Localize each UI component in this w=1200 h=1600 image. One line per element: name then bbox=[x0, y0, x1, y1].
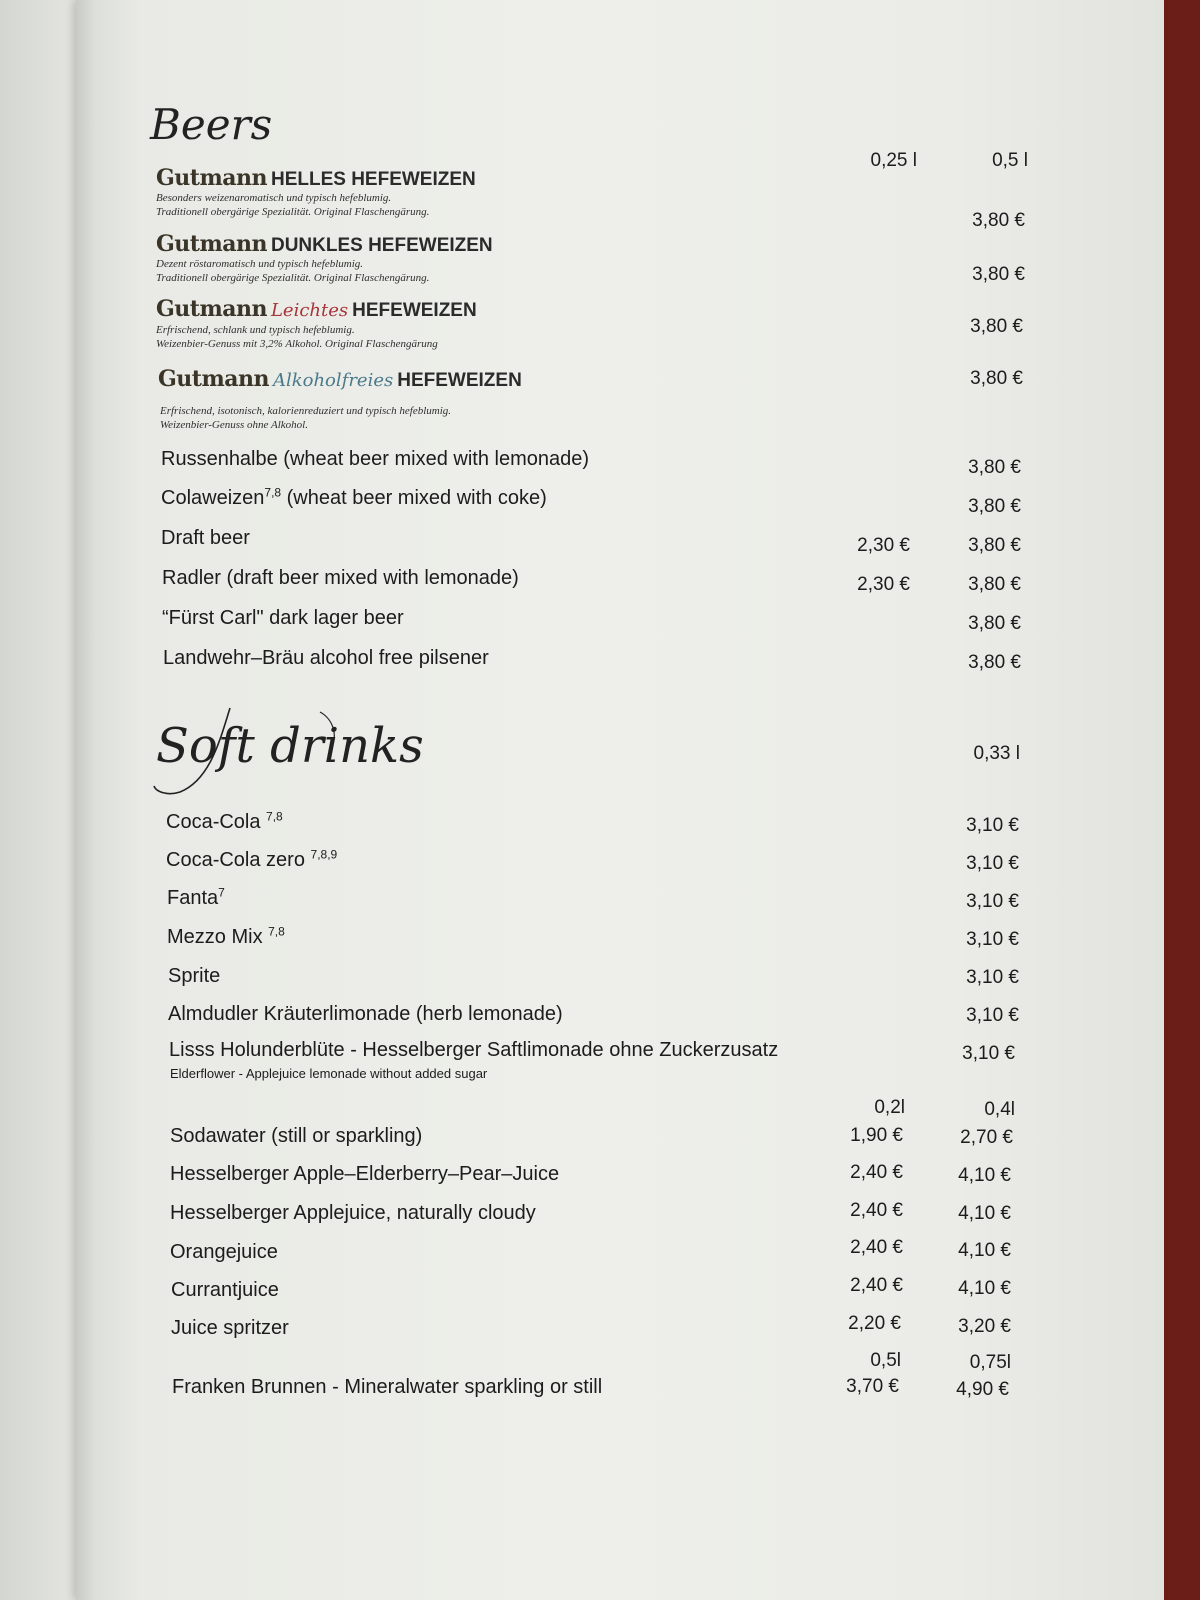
featured-beer-name: HEFEWEIZEN bbox=[397, 370, 522, 391]
featured-beer-4-heading bbox=[158, 366, 522, 392]
juice-item-apple-elderberry-pear-price-large: 4,10 € bbox=[958, 1165, 1011, 1186]
soft-item-lisss-price: 3,10 € bbox=[962, 1043, 1015, 1064]
beers-col-large: 0,5 l bbox=[992, 150, 1028, 171]
alkoholfreies-script-word: Alkoholfreies bbox=[272, 370, 394, 391]
soft-item-coca-cola: Coca-Cola $^{7,8}$ bbox=[166, 809, 283, 833]
featured-beer-name: HELLES HEFEWEIZEN bbox=[270, 169, 476, 190]
soft-item-mezzo-mix: Mezzo Mix $^{7,8}$ bbox=[167, 924, 285, 948]
spine-shadow bbox=[76, 0, 96, 1600]
juice-item-apple-elderberry-pear: Hesselberger Apple–Elderberry–Pear–Juice bbox=[170, 1163, 560, 1185]
featured-beer-1-desc-1: Besonders weizenaromatisch und typisch hefeblumig. bbox=[156, 192, 392, 204]
gutmann-logo: Gutmann bbox=[156, 296, 267, 322]
soft-item-coca-cola-price: 3,10 € bbox=[966, 815, 1019, 836]
featured-beer-1-price: 3,80 € bbox=[972, 210, 1025, 231]
juice-item-sodawater: Sodawater (still or sparkling) bbox=[170, 1125, 423, 1147]
gutmann-logo: Gutmann bbox=[158, 366, 269, 392]
featured-beer-2-heading bbox=[156, 231, 493, 257]
soft-item-sprite: Sprite bbox=[168, 965, 221, 987]
featured-beer-3-price: 3,80 € bbox=[970, 316, 1023, 337]
soft-item-fanta: Fanta$^7$ bbox=[167, 885, 225, 909]
juice-col-large: 0,4l bbox=[984, 1099, 1015, 1120]
beer-item-landwehr: Landwehr–Bräu alcohol free pilsener bbox=[163, 647, 489, 669]
gutmann-logo: Gutmann bbox=[156, 231, 267, 257]
juice-item-currantjuice-price-small: 2,40 € bbox=[850, 1275, 903, 1296]
beer-item-radler-price-small: 2,30 € bbox=[857, 574, 910, 595]
soft-item-almdudler-price: 3,10 € bbox=[966, 1005, 1019, 1026]
juice-item-spritzer-price-small: 2,20 € bbox=[848, 1313, 901, 1334]
beer-item-draft-price-small: 2,30 € bbox=[857, 535, 910, 556]
soft-item-fanta-price: 3,10 € bbox=[966, 891, 1019, 912]
juice-item-orangejuice-price-large: 4,10 € bbox=[958, 1240, 1011, 1261]
beer-item-landwehr-price: 3,80 € bbox=[968, 652, 1021, 673]
juice-item-applejuice: Hesselberger Applejuice, naturally cloudy bbox=[170, 1202, 536, 1224]
soft-item-lisss: Lisss Holunderblüte - Hesselberger Saftlimonade ohne Zuckerzusatz bbox=[169, 1039, 779, 1061]
soft-item-sprite-price: 3,10 € bbox=[966, 967, 1019, 988]
beers-col-small: 0,25 l bbox=[870, 150, 917, 171]
juice-item-spritzer-price-large: 3,20 € bbox=[958, 1316, 1011, 1337]
beer-item-radler-price-large: 3,80 € bbox=[968, 574, 1021, 595]
beer-item-russenhalbe: Russenhalbe (wheat beer mixed with lemonade) bbox=[161, 448, 590, 470]
beer-item-russenhalbe-price: 3,80 € bbox=[968, 457, 1021, 478]
juice-item-applejuice-price-large: 4,10 € bbox=[958, 1203, 1011, 1224]
leichtes-script-word: Leichtes bbox=[270, 300, 349, 321]
soft-drinks-title: Soft drinks bbox=[156, 718, 424, 774]
juice-item-spritzer: Juice spritzer bbox=[171, 1317, 289, 1339]
juice-item-sodawater-price-small: 1,90 € bbox=[850, 1125, 903, 1146]
featured-beer-2-desc-2: Traditionell obergärige Spezialität. Original Flaschengärung. bbox=[156, 272, 430, 284]
beer-item-draft: Draft beer bbox=[161, 527, 250, 549]
water-col-large: 0,75l bbox=[969, 1352, 1011, 1373]
featured-beer-name: HEFEWEIZEN bbox=[352, 300, 477, 321]
featured-beer-1-heading bbox=[156, 165, 476, 191]
beer-item-colaweizen-price: 3,80 € bbox=[968, 496, 1021, 517]
featured-beer-3-desc-2: Weizenbier-Genuss mit 3,2% Alkohol. Original Flaschengärung bbox=[156, 338, 438, 350]
beer-item-fuerst-carl: “Fürst Carl" dark lager beer bbox=[162, 607, 404, 629]
soft-item-almdudler: Almdudler Kräuterlimonade (herb lemonade) bbox=[168, 1003, 563, 1025]
soft-item-lisss-subtitle: Elderflower - Applejuice lemonade without added sugar bbox=[170, 1066, 488, 1081]
juice-item-sodawater-price-large: 2,70 € bbox=[960, 1127, 1013, 1148]
featured-beer-2-price: 3,80 € bbox=[972, 264, 1025, 285]
beers-title: Beers bbox=[150, 100, 273, 149]
juice-item-orangejuice-price-small: 2,40 € bbox=[850, 1237, 903, 1258]
juice-item-currantjuice-price-large: 4,10 € bbox=[958, 1278, 1011, 1299]
featured-beer-4-desc-1: Erfrischend, isotonisch, kalorienreduziert und typisch hefeblumig. bbox=[160, 405, 452, 417]
featured-beer-4-desc-2: Weizenbier-Genuss ohne Alkohol. bbox=[160, 419, 308, 431]
beer-item-fuerst-carl-price: 3,80 € bbox=[968, 613, 1021, 634]
featured-beer-3-desc-1: Erfrischend, schlank und typisch hefeblumig. bbox=[156, 324, 355, 336]
featured-beer-1-desc-2: Traditionell obergärige Spezialität. Original Flaschengärung. bbox=[156, 206, 430, 218]
water-item-franken-brunnen-price-large: 4,90 € bbox=[956, 1379, 1009, 1400]
soft-item-coca-cola-zero-price: 3,10 € bbox=[966, 853, 1019, 874]
water-col-small: 0,5l bbox=[870, 1350, 901, 1371]
featured-beer-4-price: 3,80 € bbox=[970, 368, 1023, 389]
featured-beer-2-desc-1: Dezent röstaromatisch und typisch hefeblumig. bbox=[156, 258, 364, 270]
gutmann-logo: Gutmann bbox=[156, 165, 267, 191]
water-item-franken-brunnen-price-small: 3,70 € bbox=[846, 1376, 899, 1397]
juice-item-apple-elderberry-pear-price-small: 2,40 € bbox=[850, 1162, 903, 1183]
juice-item-orangejuice: Orangejuice bbox=[170, 1241, 278, 1263]
soft-item-coca-cola-zero: Coca-Cola zero $^{7,8,9}$ bbox=[166, 847, 338, 871]
beer-item-radler: Radler (draft beer mixed with lemonade) bbox=[162, 567, 519, 589]
soft-drinks-col: 0,33 l bbox=[973, 743, 1020, 764]
beer-item-draft-price-large: 3,80 € bbox=[968, 535, 1021, 556]
soft-item-mezzo-mix-price: 3,10 € bbox=[966, 929, 1019, 950]
featured-beer-3-heading bbox=[156, 296, 477, 322]
juice-item-currantjuice: Currantjuice bbox=[171, 1279, 279, 1301]
beer-item-colaweizen: Colaweizen$^{7,8}$ (wheat beer mixed with coke) bbox=[161, 485, 547, 509]
juice-item-applejuice-price-small: 2,40 € bbox=[850, 1200, 903, 1221]
water-item-franken-brunnen: Franken Brunnen - Mineralwater sparkling or still bbox=[172, 1376, 603, 1398]
featured-beer-name: DUNKLES HEFEWEIZEN bbox=[270, 235, 493, 256]
juice-col-small: 0,2l bbox=[874, 1097, 905, 1118]
